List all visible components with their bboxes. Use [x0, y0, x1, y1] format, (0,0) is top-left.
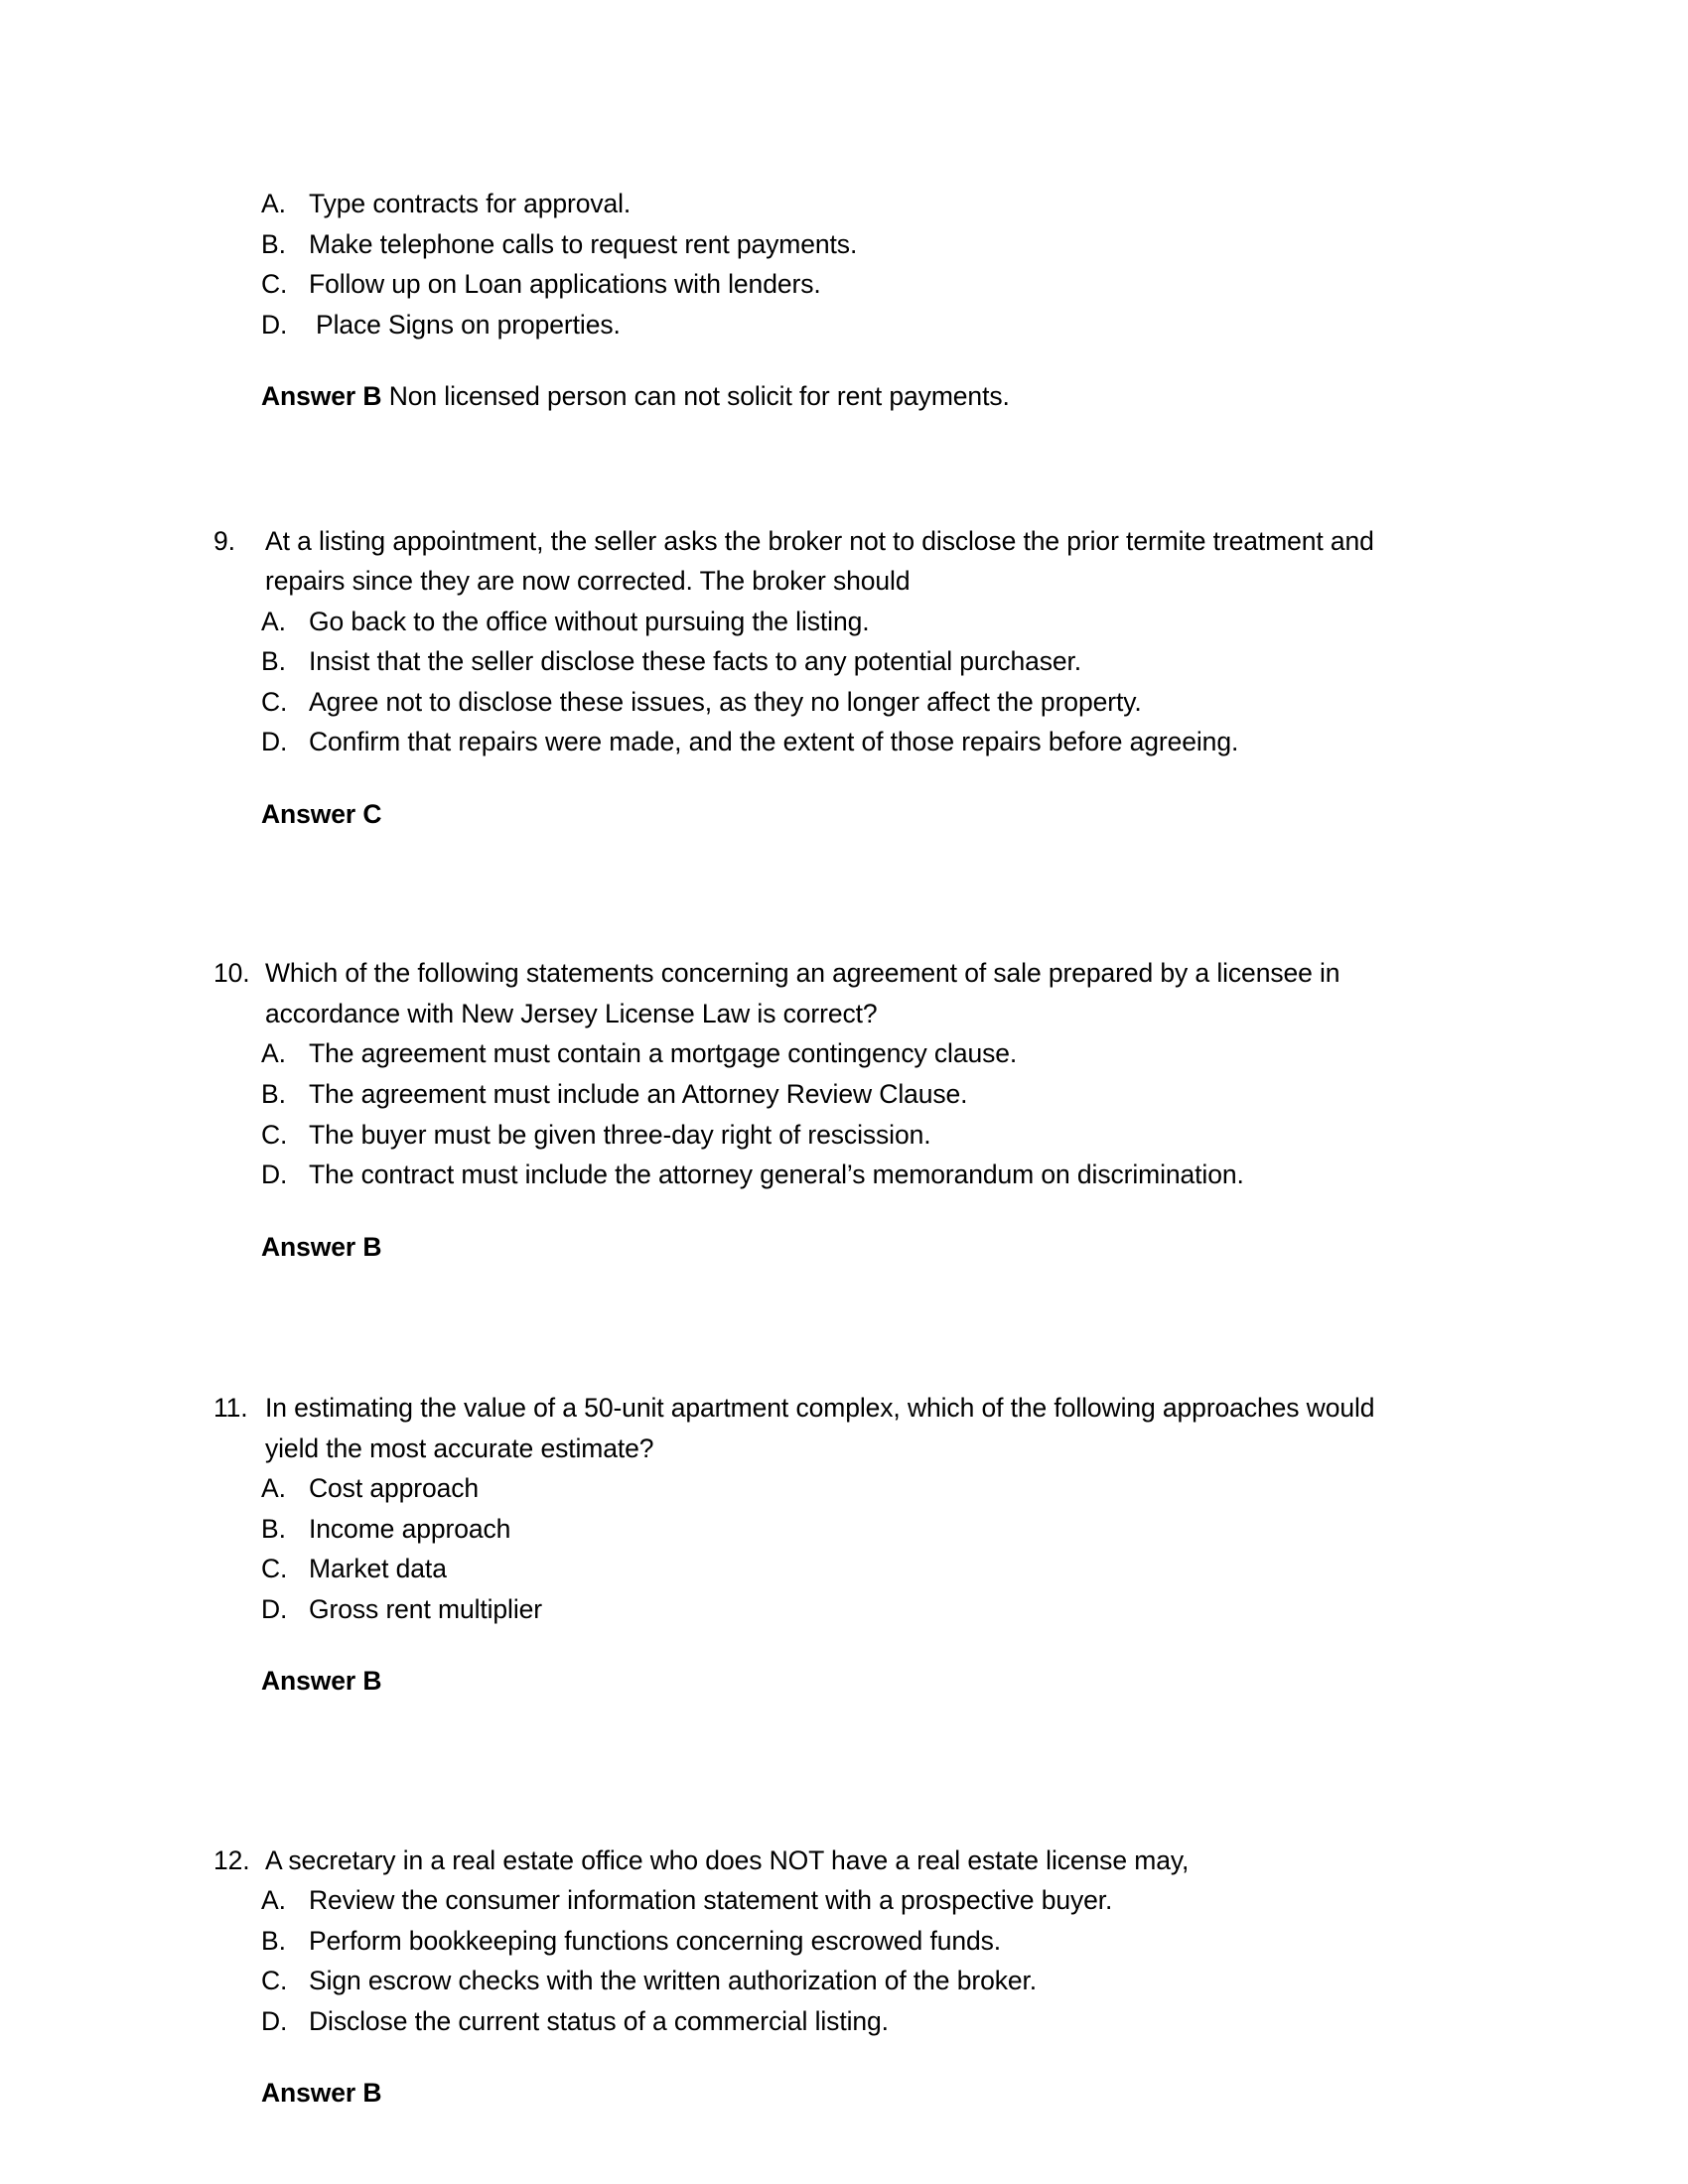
option-item[interactable] [213, 1549, 1475, 1589]
question-prompt-row [213, 1841, 1475, 1881]
answer-label: Answer B [261, 1231, 382, 1262]
option-item[interactable] [213, 1589, 1475, 1630]
option-text: Cost approach [309, 1473, 480, 1504]
option-letter: A. [261, 1885, 286, 1916]
question-text: A secretary in a real estate office who does NOT have a real estate license may, [265, 1844, 1190, 1875]
option-letter: B. [261, 1513, 286, 1544]
answer-label: Answer C [261, 798, 382, 829]
question-block-11 [213, 1388, 1475, 1702]
option-letter: D. [261, 727, 288, 757]
question-prompt-row [213, 1388, 1475, 1468]
question-number: 11. [213, 1393, 248, 1424]
option-item[interactable] [213, 682, 1475, 723]
spacer [213, 1267, 1475, 1388]
answer-line [213, 376, 1475, 417]
option-list [213, 1033, 1475, 1194]
question-prompt-row [213, 521, 1475, 602]
option-text: Go back to the office without pursuing the listing. [309, 606, 870, 636]
option-text: The agreement must include an Attorney Review Clause. [309, 1078, 968, 1109]
option-item[interactable] [213, 1509, 1475, 1550]
option-text: Agree not to disclose these issues, as they no longer affect the property. [309, 686, 1142, 717]
option-letter: C. [261, 269, 288, 300]
option-letter: D. [261, 1593, 288, 1624]
option-item[interactable] [213, 264, 1475, 305]
option-item[interactable] [213, 641, 1475, 682]
option-text: Confirm that repairs were made, and the extent of those repairs before agreeing. [309, 727, 1239, 757]
answer-line [213, 794, 1475, 835]
option-item[interactable] [213, 1033, 1475, 1074]
option-text: Insist that the seller disclose these facts to any potential purchaser. [309, 646, 1082, 677]
question-block-9 [213, 521, 1475, 835]
option-text: Gross rent multiplier [309, 1593, 542, 1624]
option-item[interactable] [213, 1115, 1475, 1156]
question-block-12 [213, 1841, 1475, 2114]
option-item[interactable] [213, 305, 1475, 345]
option-list [213, 602, 1475, 762]
option-letter: B. [261, 646, 286, 677]
question-text: Which of the following statements concerning an agreement of sale prepared by a licensee in accordance with New Jersey License Law is correct? [265, 958, 1340, 1028]
answer-label: Answer B [261, 1666, 382, 1697]
option-text: The contract must include the attorney general’s memorandum on discrimination. [309, 1160, 1244, 1190]
option-letter: C. [261, 1966, 288, 1996]
option-text: Disclose the current status of a commercial listing. [309, 2005, 889, 2036]
option-item[interactable] [213, 1468, 1475, 1509]
option-item[interactable] [213, 1961, 1475, 2001]
question-text: At a listing appointment, the seller asks the broker not to disclose the prior termite treatment and repairs since they are now corrected. The broker should [265, 525, 1374, 597]
option-text: Income approach [309, 1513, 511, 1544]
question-text: In estimating the value of a 50-unit apartment complex, which of the following approaches would yield the most accurate estimate? [265, 1393, 1375, 1463]
option-item[interactable] [213, 224, 1475, 265]
option-text: Type contracts for approval. [309, 189, 632, 218]
option-letter: B. [261, 1925, 286, 1956]
option-list [213, 1468, 1475, 1629]
answer-note: Non licensed person can not solicit for rent payments. [388, 381, 1010, 412]
question-number: 10. [213, 958, 250, 989]
answer-line [213, 1661, 1475, 1702]
answer-line [213, 1227, 1475, 1268]
spacer [213, 834, 1475, 953]
spacer [213, 1629, 1475, 1661]
option-letter: A. [261, 1038, 286, 1069]
option-letter: C. [261, 1554, 288, 1584]
answer-label: Answer B [261, 2078, 382, 2109]
question-number: 9. [213, 525, 235, 556]
option-letter: D. [261, 1160, 288, 1190]
answer-label: Answer B [261, 381, 382, 412]
option-letter: D. [261, 309, 288, 340]
option-letter: B. [261, 228, 286, 259]
option-letter: D. [261, 2005, 288, 2036]
option-text: Market data [309, 1554, 447, 1584]
option-text: The agreement must contain a mortgage contingency clause. [309, 1038, 1018, 1069]
question-block-orphan [213, 184, 1475, 417]
option-letter: C. [261, 1119, 288, 1150]
option-item[interactable] [213, 722, 1475, 762]
spacer [213, 1195, 1475, 1227]
spacer [213, 2041, 1475, 2073]
option-letter: C. [261, 686, 288, 717]
spacer [213, 762, 1475, 794]
option-text: Sign escrow checks with the written authorization of the broker. [309, 1966, 1038, 1996]
answer-line [213, 2073, 1475, 2114]
option-text: Review the consumer information statement with a prospective buyer. [309, 1885, 1113, 1916]
option-letter: A. [261, 606, 286, 636]
option-list [213, 184, 1475, 344]
spacer [213, 1702, 1475, 1841]
question-block-10 [213, 953, 1475, 1267]
option-text: Perform bookkeeping functions concerning escrowed funds. [309, 1925, 1002, 1956]
option-text: Follow up on Loan applications with lenders. [309, 269, 821, 300]
question-prompt-row [213, 953, 1475, 1033]
option-item[interactable] [213, 184, 1475, 224]
option-item[interactable] [213, 2001, 1475, 2042]
question-number: 12. [213, 1844, 250, 1875]
option-text: Make telephone calls to request rent payments. [309, 228, 858, 259]
option-letter: B. [261, 1078, 286, 1109]
option-text: The buyer must be given three-day right of rescission. [309, 1119, 931, 1150]
spacer [213, 344, 1475, 376]
option-letter: A. [261, 189, 286, 218]
option-letter: A. [261, 1473, 286, 1504]
spacer [213, 417, 1475, 521]
option-item[interactable] [213, 1880, 1475, 1921]
option-list [213, 1880, 1475, 2041]
option-item[interactable] [213, 1921, 1475, 1962]
option-item[interactable] [213, 1074, 1475, 1115]
option-item[interactable] [213, 1155, 1475, 1195]
option-item[interactable] [213, 602, 1475, 642]
option-text: Place Signs on properties. [316, 309, 621, 340]
